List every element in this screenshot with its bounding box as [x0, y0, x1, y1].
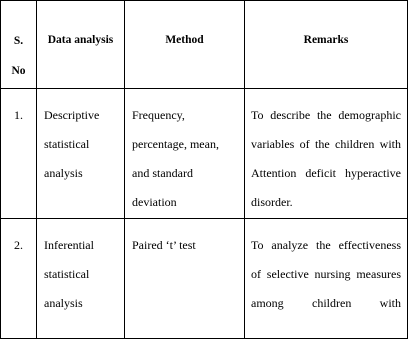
row-2-remarks: [245, 219, 408, 339]
header-remarks: [245, 1, 408, 89]
row-1-method-line: and standard: [132, 166, 193, 180]
header-data-analysis: [37, 1, 125, 89]
row-1-remarks-line: variables of the children with: [251, 137, 401, 151]
table-row: [1, 89, 408, 219]
row-1-method: [125, 89, 245, 219]
table-row: [1, 219, 408, 339]
header-sno-line1: S.: [13, 35, 24, 47]
row-2-remarks-line: of selective nursing measures: [251, 267, 401, 281]
row-1-data-analysis-line: statistical: [44, 137, 90, 151]
header-sno: [1, 1, 37, 89]
row-1-remarks-line: Attention deficit hyperactive: [251, 166, 401, 180]
row-1-remarks-line: disorder.: [251, 195, 293, 209]
table-header-row: [1, 1, 408, 89]
row-1-data-analysis-line: analysis: [44, 166, 83, 180]
header-method: [125, 1, 245, 89]
row-1-method-line: deviation: [132, 195, 177, 209]
row-1-data-analysis: [37, 89, 125, 219]
row-2-method-line: Paired ‘t’ test: [132, 238, 196, 252]
row-1-method-line: Frequency,: [132, 108, 185, 122]
row-2-sno-text: 2.: [14, 238, 23, 252]
row-2-data-analysis-line: Inferential: [44, 238, 94, 252]
row-1-method-line: percentage, mean,: [132, 137, 219, 151]
row-1-sno: [1, 89, 37, 219]
row-2-remarks-line: among children with: [251, 296, 401, 310]
row-1-sno-text: 1.: [14, 108, 23, 122]
header-method-label: Method: [165, 34, 204, 46]
row-2-data-analysis-line: statistical: [44, 267, 90, 281]
header-sno-line2: No: [11, 65, 26, 77]
row-1-remarks-line: To describe the demographic: [251, 108, 401, 122]
row-2-data-analysis-line: analysis: [44, 296, 83, 310]
row-1-data-analysis-line: Descriptive: [44, 108, 100, 122]
header-remarks-label: Remarks: [303, 34, 349, 46]
header-data-analysis-label: Data analysis: [47, 34, 114, 46]
row-2-method: [125, 219, 245, 339]
row-1-remarks: [245, 89, 408, 219]
row-2-remarks-line: To analyze the effectiveness: [251, 238, 401, 252]
row-2-data-analysis: [37, 219, 125, 339]
row-2-sno: [1, 219, 37, 339]
